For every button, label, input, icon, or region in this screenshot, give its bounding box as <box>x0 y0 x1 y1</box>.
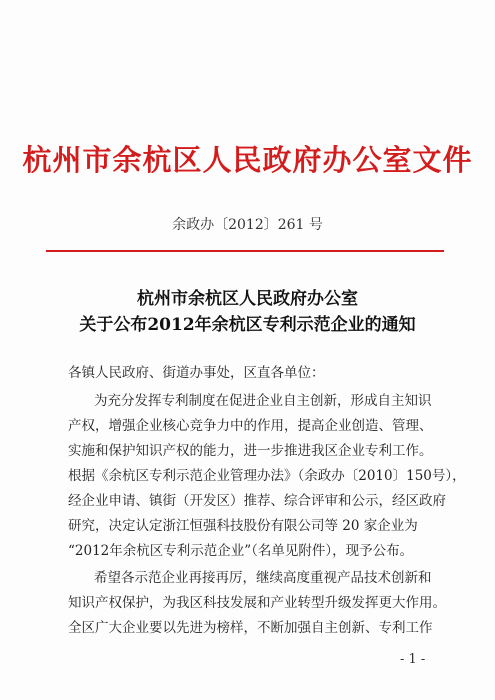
subject-line-1: 杭州市余杭区人民政府办公室 <box>137 289 358 309</box>
document-header-title: 杭州市余杭区人民政府办公室文件 <box>22 143 473 177</box>
body-line: 知识产权保护，为我区科技发展和产业转型升级发挥更大作用。 <box>68 595 446 611</box>
body-line: 产权，增强企业核心竞争力中的作用，提高企业创造、管理、 <box>68 418 433 434</box>
document-number: 余政办〔2012〕261 号 <box>172 217 323 233</box>
body-line: 希望各示范企业再接再厉，继续高度重视产品技术创新和 <box>94 570 432 586</box>
red-divider-line <box>46 250 444 252</box>
body-line: 经企业申请、镇街（开发区）推荐、综合评审和公示，经区政府 <box>68 493 446 509</box>
body-line: 根据《余杭区专利示范企业管理办法》（余政办〔2010〕150号）， <box>68 468 466 484</box>
salutation: 各镇人民政府、街道办事处，区直各单位： <box>68 365 325 381</box>
subject-line-2: 关于公布2012年余杭区专利示范企业的通知 <box>79 315 416 335</box>
body-line: 实施和保护知识产权的能力，进一步推进我区企业专利工作。 <box>68 443 433 459</box>
body-line: 为充分发挥专利制度在促进企业自主创新，形成自主知识 <box>94 393 432 409</box>
body-line: 全区广大企业要以先进为榜样，不断加强自主创新、专利工作 <box>68 620 433 636</box>
page-number: - 1 - <box>400 652 426 667</box>
body-line: 研究，决定认定浙江恒强科技股份有限公司等 20 家企业为 <box>68 518 418 534</box>
body-line: “2012年余杭区专利示范企业”（名单见附件），现予公布。 <box>68 543 414 559</box>
